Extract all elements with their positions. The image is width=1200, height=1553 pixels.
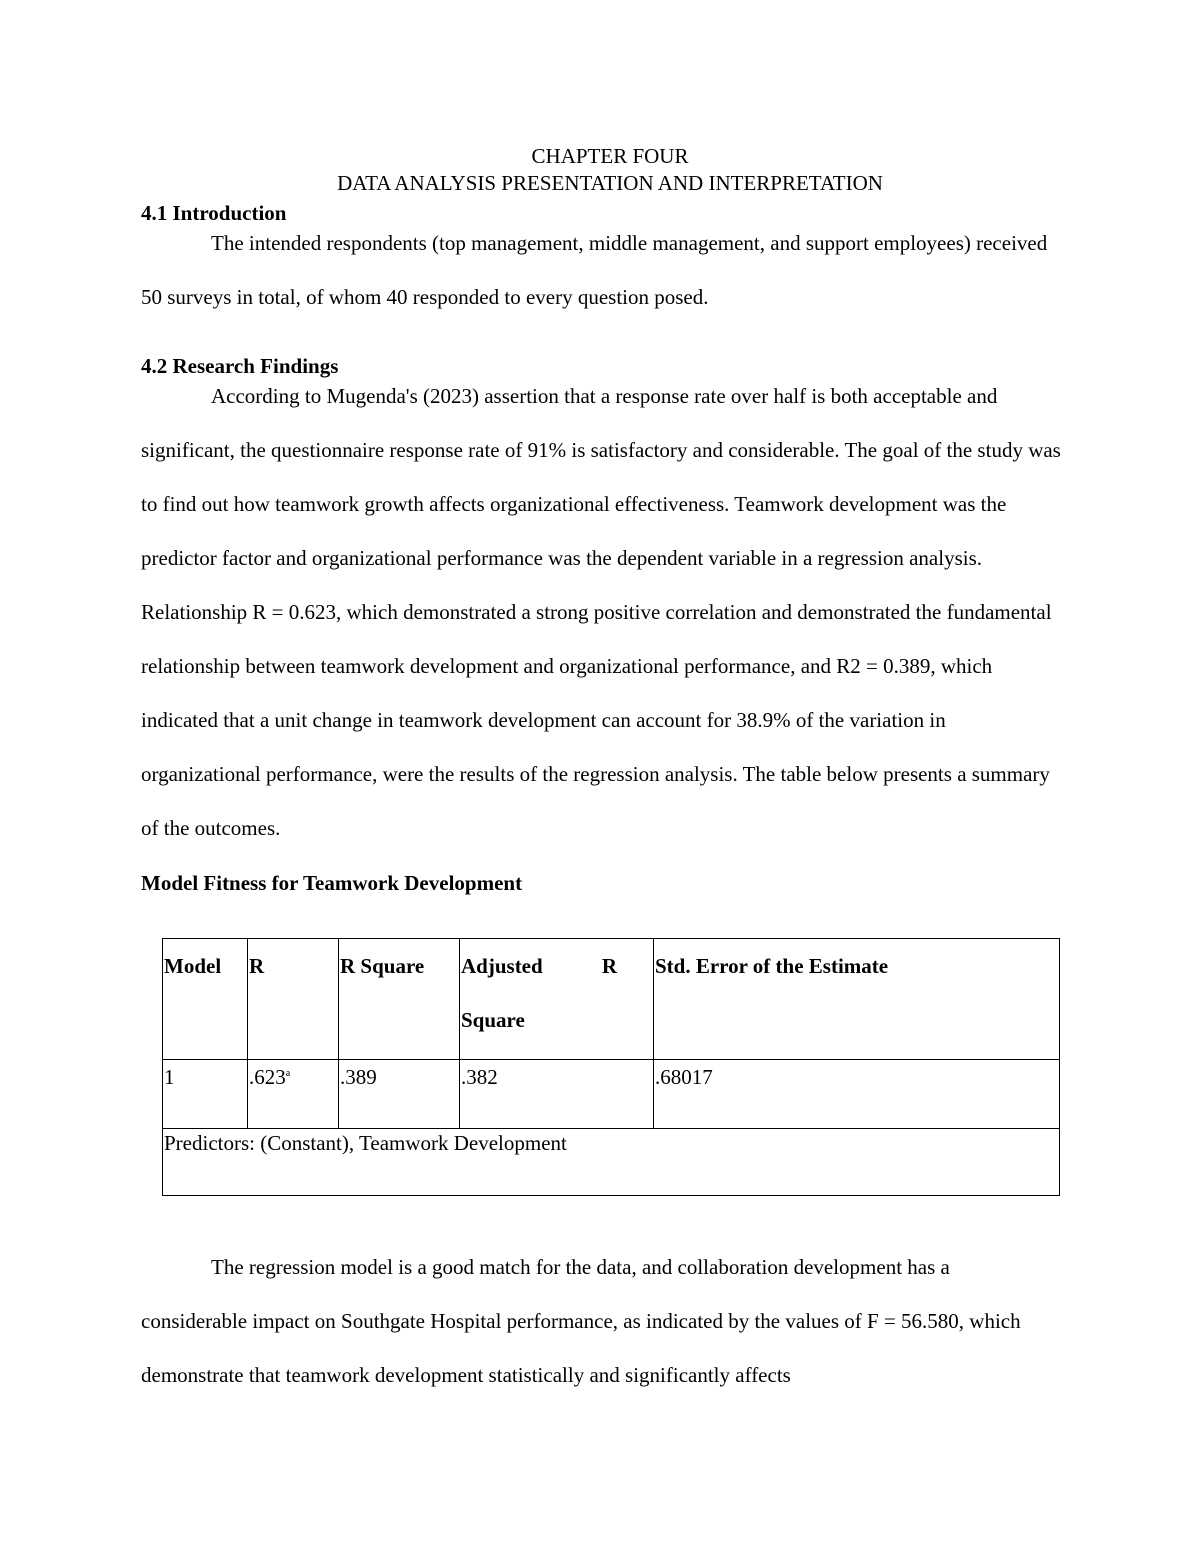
adjusted-square-word: Square bbox=[461, 1008, 525, 1032]
table-header-row bbox=[163, 939, 1060, 1060]
chapter-subtitle: DATA ANALYSIS PRESENTATION AND INTERPRETATION bbox=[337, 171, 883, 195]
cell-r-square: .389 bbox=[339, 1060, 460, 1129]
header-r-square: R Square bbox=[339, 939, 460, 1060]
header-r: R bbox=[248, 939, 339, 1060]
cell-r-value: .623 bbox=[249, 1065, 286, 1089]
closing-paragraph: The regression model is a good match for the data, and collaboration development has a considerable impact on Southgate Hospital performance, as indicated by the values of F = 56.580, which demonstrate that teamwork development statistically and significantly affects bbox=[141, 1255, 1021, 1387]
section-title-research-findings: 4.2 Research Findings bbox=[141, 354, 339, 378]
table-row bbox=[163, 1060, 1060, 1129]
chapter-heading: CHAPTER FOUR bbox=[531, 144, 689, 168]
table-caption: Model Fitness for Teamwork Development bbox=[141, 871, 523, 895]
header-model: Model bbox=[163, 939, 248, 1060]
adjusted-r-letter: R bbox=[601, 954, 617, 978]
adjusted-label-line bbox=[461, 939, 653, 993]
cell-r bbox=[248, 1060, 339, 1129]
table-note-row bbox=[163, 1129, 1060, 1196]
cell-model: 1 bbox=[163, 1060, 248, 1129]
adjusted-word: Adjusted bbox=[461, 954, 543, 978]
table-note: Predictors: (Constant), Teamwork Development bbox=[163, 1129, 1060, 1196]
section-title-introduction: 4.1 Introduction bbox=[141, 201, 287, 225]
header-adjusted-r-square bbox=[460, 939, 654, 1060]
cell-adjusted-r-square: .382 bbox=[460, 1060, 654, 1129]
header-std-error: Std. Error of the Estimate bbox=[654, 939, 1060, 1060]
introduction-paragraph: The intended respondents (top management, middle management, and support employees) received 50 surveys in total, of whom 40 responded to every question posed. bbox=[141, 231, 1048, 309]
cell-std-error: .68017 bbox=[654, 1060, 1060, 1129]
cell-r-superscript: a bbox=[285, 1068, 291, 1079]
research-findings-paragraph: According to Mugenda's (2023) assertion that a response rate over half is both acceptable and significant, the questionnaire response rate of 91% is satisfactory and considerable. The goal of the study was to find out how teamwork growth affects organizational effectiveness. Teamwork development was the predictor factor and organizational performance was the dependent variable in a regression analysis. Relationship R = 0.623, which demonstrated a strong positive correlation and demonstrated the fundamental relationship between teamwork development and organizational performance, and R2 = 0.389, which indicated that a unit change in teamwork development can account for 38.9% of the variation in organizational performance, were the results of the regression analysis. The table below presents a summary of the outcomes. bbox=[141, 384, 1061, 840]
model-fitness-table bbox=[162, 938, 1060, 1196]
